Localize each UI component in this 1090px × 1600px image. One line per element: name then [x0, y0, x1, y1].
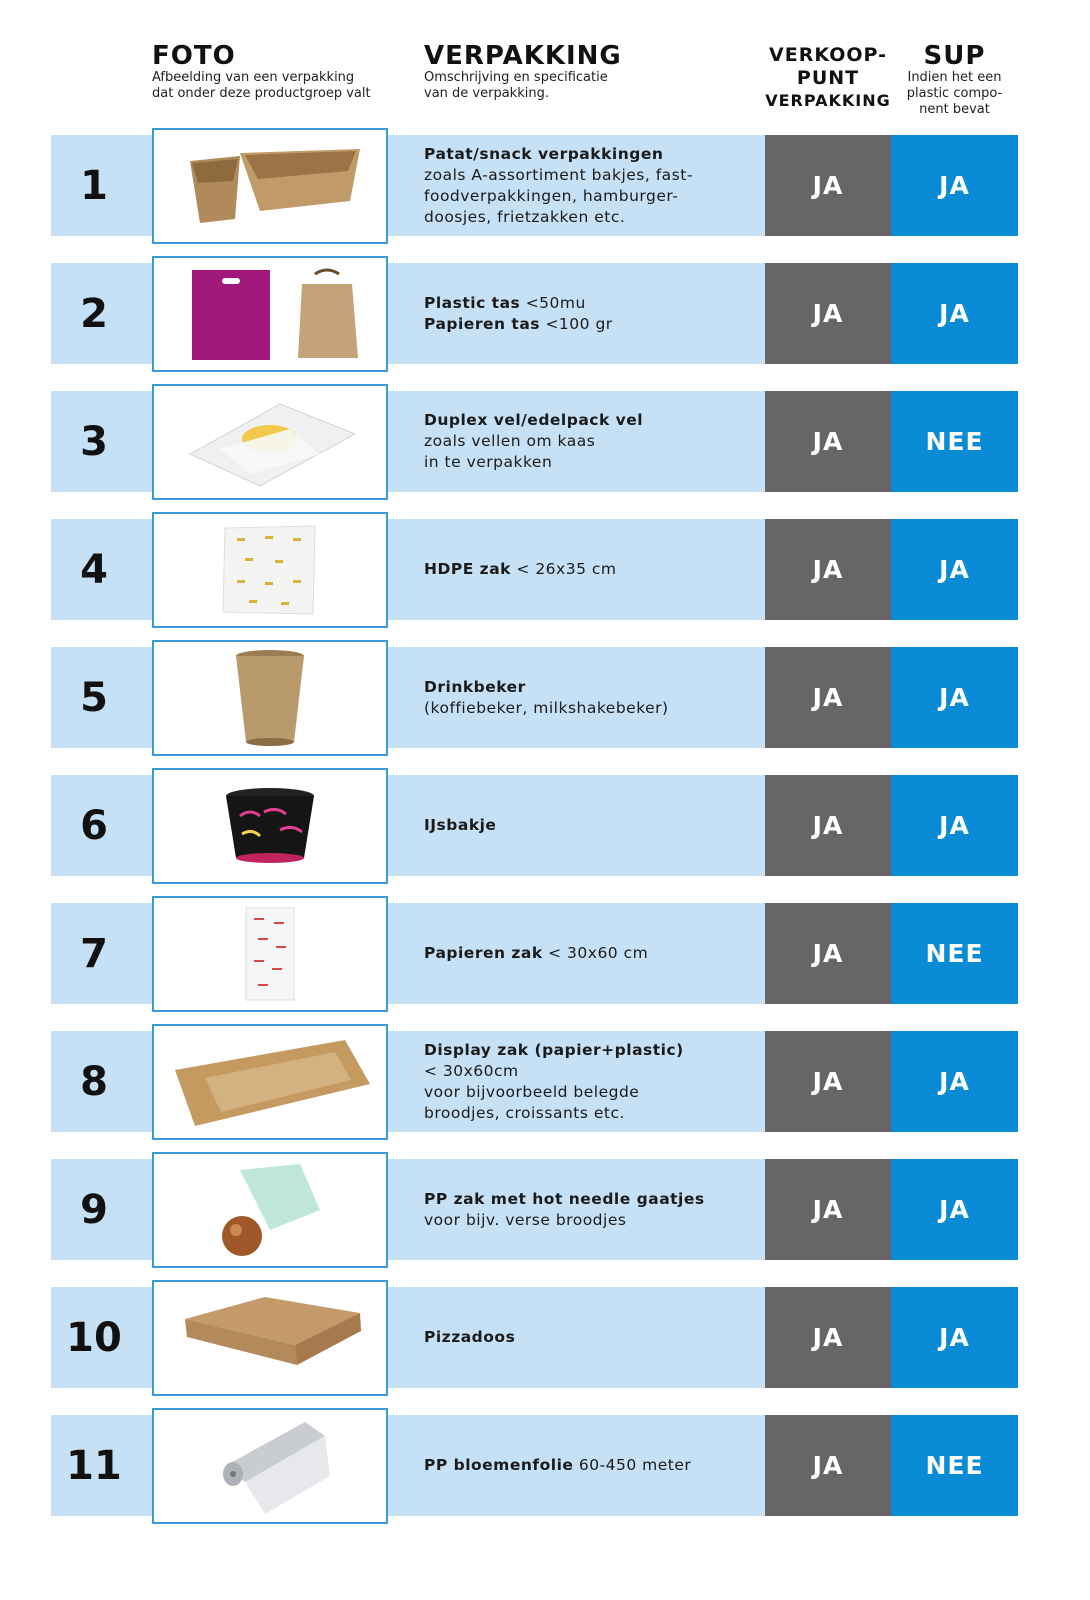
sup-subtitle-3: nent bevat: [919, 102, 990, 117]
row-number: 9: [80, 1186, 108, 1233]
description-title: PP zak met hot needle gaatjes: [424, 1189, 705, 1208]
description: [424, 519, 764, 620]
sup-value: JA: [891, 647, 1018, 748]
description-title: PP bloemenfolie: [424, 1456, 574, 1474]
table-row: [51, 1159, 1018, 1260]
row-number: 7: [80, 930, 108, 977]
sup-value: JA: [891, 263, 1018, 364]
verkooppunt-value: JA: [765, 647, 891, 748]
row-number: 6: [80, 802, 108, 849]
description-title: Patat/snack verpakkingen: [424, 144, 664, 163]
foto-subtitle-1: Afbeelding van een verpakking: [152, 70, 355, 85]
table-row: [51, 775, 1018, 876]
photo-frame: [152, 1024, 388, 1140]
description-line: broodjes, croissants etc.: [424, 1103, 625, 1122]
description-line: voor bijvoorbeeld belegde: [424, 1082, 640, 1101]
description: [424, 391, 764, 492]
verkooppunt-title-2: PUNT: [796, 67, 860, 89]
display-bag-icon: [165, 1034, 375, 1130]
photo-frame: [152, 256, 388, 372]
verkooppunt-value: JA: [765, 263, 891, 364]
verpakking-subtitle-2: van de verpakking.: [424, 86, 549, 101]
sup-value: JA: [891, 1159, 1018, 1260]
description: [424, 1415, 764, 1516]
table-row: [51, 903, 1018, 1004]
verkooppunt-value: JA: [765, 903, 891, 1004]
description-title: IJsbakje: [424, 816, 497, 834]
photo-frame: [152, 768, 388, 884]
verpakking-title: VERPAKKING: [424, 41, 622, 71]
foto-title: FOTO: [152, 41, 236, 71]
description: [424, 647, 764, 748]
foil-roll-icon: [205, 1416, 335, 1516]
sup-value: JA: [891, 135, 1018, 236]
description-line: zoals vellen om kaas: [424, 432, 596, 450]
description-line: zoals A-assortiment bakjes, fast-: [424, 165, 693, 184]
wrapping-sheet-icon: [170, 394, 370, 490]
paper-cup-icon: [230, 648, 310, 748]
verkooppunt-value: JA: [765, 391, 891, 492]
description-line: (koffiebeker, milkshakebeker): [424, 698, 669, 717]
sup-value: NEE: [891, 903, 1018, 1004]
table-row: [51, 647, 1018, 748]
description-spec: < 30x60 cm: [542, 944, 649, 962]
ice-cream-tub-icon: [220, 786, 320, 866]
column-header-verkooppunt: [765, 44, 891, 112]
row-number: 8: [80, 1058, 108, 1105]
verpakking-subtitle-1: Omschrijving en specificatie: [424, 70, 608, 85]
photo-frame: [152, 1408, 388, 1524]
sup-value: JA: [891, 1031, 1018, 1132]
row-number: 4: [80, 546, 108, 593]
description-title-2: Papieren tas: [424, 314, 541, 333]
table-row: [51, 1031, 1018, 1132]
sup-value: JA: [891, 775, 1018, 876]
sup-subtitle-1: Indien het een: [907, 70, 1002, 85]
description-spec: < 26x35 cm: [510, 560, 617, 578]
description-spec-2: <100 gr: [540, 314, 613, 333]
verkooppunt-value: JA: [765, 1031, 891, 1132]
description-line: doosjes, frietzakken etc.: [424, 207, 626, 226]
description: [424, 135, 764, 236]
verkooppunt-value: JA: [765, 135, 891, 236]
photo-frame: [152, 128, 388, 244]
photo-frame: [152, 640, 388, 756]
verkooppunt-value: JA: [765, 1159, 891, 1260]
column-header-sup: [891, 42, 1018, 118]
description: [424, 775, 764, 876]
description: [424, 1031, 764, 1132]
pizza-box-icon: [175, 1293, 365, 1383]
description: [424, 903, 764, 1004]
description-title: HDPE zak: [424, 560, 511, 578]
description-title: Drinkbeker: [424, 677, 526, 696]
column-header-verpakking: [424, 42, 622, 102]
table-row: [51, 391, 1018, 492]
description-title: Papieren zak: [424, 944, 543, 962]
description-line: < 30x60cm: [424, 1061, 519, 1080]
table-row: [51, 263, 1018, 364]
description: [424, 1287, 764, 1388]
photo-frame: [152, 1152, 388, 1268]
sup-value: NEE: [891, 391, 1018, 492]
sup-value: JA: [891, 1287, 1018, 1388]
sup-value: JA: [891, 519, 1018, 620]
description-title: Plastic tas: [424, 293, 521, 312]
table-row: [51, 519, 1018, 620]
shopping-bags-icon: [170, 266, 370, 362]
snack-trays-icon: [170, 141, 370, 231]
sup-title: SUP: [923, 41, 986, 71]
photo-frame: [152, 384, 388, 500]
paper-bag-icon: [240, 904, 300, 1004]
foto-subtitle-2: dat onder deze productgroep valt: [152, 86, 371, 101]
hdpe-bag-icon: [215, 522, 325, 618]
photo-frame: [152, 512, 388, 628]
sup-subtitle-2: plastic compo-: [906, 86, 1003, 101]
verkooppunt-value: JA: [765, 1287, 891, 1388]
row-number: 10: [66, 1314, 122, 1361]
pp-bag-bread-icon: [200, 1160, 340, 1260]
row-number: 3: [80, 418, 108, 465]
description: [424, 1159, 764, 1260]
column-header-foto: [152, 42, 371, 102]
table-row: [51, 1287, 1018, 1388]
row-number: 1: [80, 162, 108, 209]
table-row: [51, 135, 1018, 236]
photo-frame: [152, 1280, 388, 1396]
row-number: 11: [66, 1442, 122, 1489]
table-row: [51, 1415, 1018, 1516]
verkooppunt-title-1: VERKOOP-: [769, 44, 887, 66]
photo-frame: [152, 896, 388, 1012]
verkooppunt-title-3: VERPAKKING: [765, 91, 891, 110]
description-title: Display zak (papier+plastic): [424, 1040, 684, 1059]
description-title: Pizzadoos: [424, 1328, 516, 1346]
row-number: 2: [80, 290, 108, 337]
verkooppunt-value: JA: [765, 519, 891, 620]
description-spec: 60-450 meter: [573, 1456, 692, 1474]
verkooppunt-value: JA: [765, 775, 891, 876]
sup-value: NEE: [891, 1415, 1018, 1516]
description-spec: <50mu: [520, 293, 586, 312]
row-number: 5: [80, 674, 108, 721]
verkooppunt-value: JA: [765, 1415, 891, 1516]
description-title: Duplex vel/edelpack vel: [424, 411, 644, 429]
description-line: in te verpakken: [424, 453, 553, 471]
description-line: foodverpakkingen, hamburger-: [424, 186, 679, 205]
description-line: voor bijv. verse broodjes: [424, 1210, 627, 1229]
description: [424, 263, 764, 364]
